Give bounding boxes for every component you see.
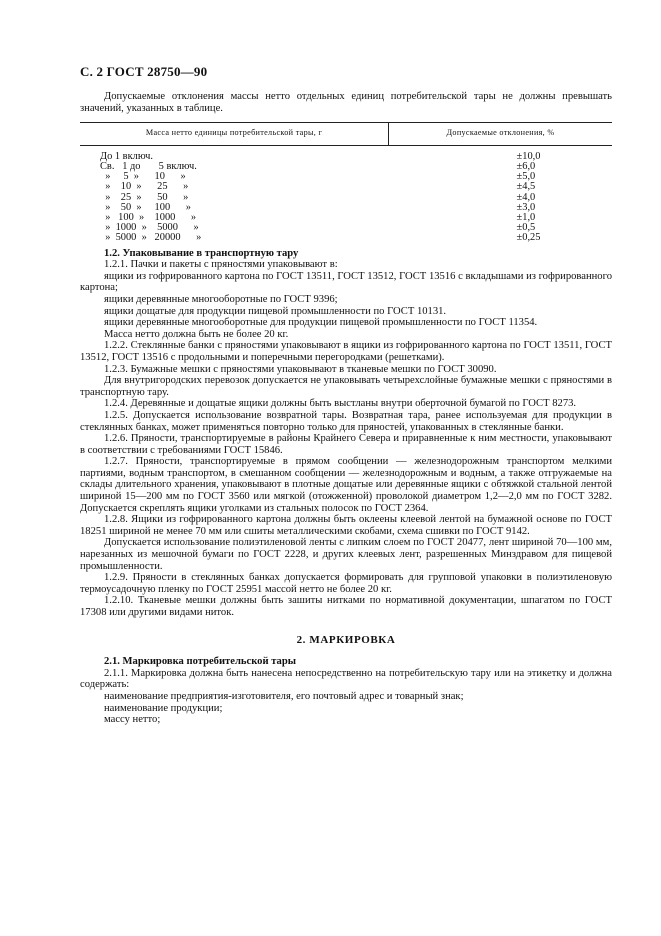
deviation-cell: ±0,25	[516, 232, 541, 244]
clause-1-2-10: 1.2.10. Тканевые мешки должны быть зашиты нитками по нормативной документации, шпагатом по ГОСТ 17308 или другими видами ниток.	[80, 595, 612, 619]
deviation-cell: ±4,0	[516, 191, 536, 203]
clause-1-2-4: 1.2.4. Деревянные и дощатые ящики должны быть выстланы внутри оберточной бумагой по ГОСТ 8273.	[104, 398, 577, 410]
mass-cell: » 10 » 25 »	[100, 181, 189, 193]
page-content	[80, 91, 612, 726]
clause-1-2-5: 1.2.5. Допускается использование возвратной тары. Возвратная тара, ранее используемая для продукции в стеклянных банках, может применяться повторно только для пряностей, упакованных в стеклянные банки.	[80, 409, 612, 433]
intro-paragraph: Допускаемые отклонения массы нетто отдельных единиц потребительской тары не должны превышать значений, указанных в таблице.	[80, 91, 612, 114]
mass-cell: » 100 » 1000 »	[100, 212, 197, 223]
clause-1-2-1: 1.2.1. Пачки и пакеты с пряностями упаковывают в:	[104, 259, 338, 271]
list-item: ящики из гофрированного картона по ГОСТ 13511, ГОСТ 13512, ГОСТ 13516 с вкладышами из гофрированного картона;	[80, 270, 612, 294]
col-header-mass: Масса нетто единицы потребительской тары, г	[80, 123, 389, 146]
list-item: ящики деревянные многооборотные для продукции пищевой промышленности по ГОСТ 11354.	[104, 317, 538, 329]
list-item: наименование продукции;	[104, 702, 223, 714]
table-row	[80, 233, 612, 243]
section-1-2-title: 1.2. Упаковывание в транспортную тару	[104, 247, 299, 259]
deviation-cell: ±5,0	[516, 171, 536, 183]
clause-2-1-1: 2.1.1. Маркировка должна быть нанесена непосредственно на потребительскую тару или на этикетку и должна содержать:	[80, 667, 612, 691]
mass-cell: Св. 1 до 5 включ.	[100, 160, 197, 172]
section-2-1-title: 2.1. Маркировка потребительской тары	[104, 656, 297, 668]
list-item: ящики деревянные многооборотные по ГОСТ 9396;	[104, 293, 338, 305]
clause-1-2-8-note: Допускается использование полиэтиленовой ленты с липким слоем по ГОСТ 20477, лент шириной 70—100 мм, нарезанных из мешочной бумаги по ГОСТ 2228, и других клеевых лент, разрешенных Минздравом для пищевой промышленности.	[80, 537, 612, 572]
list-item: Масса нетто должна быть не более 20 кг.	[104, 328, 289, 340]
deviation-cell: ±0,5	[516, 222, 536, 234]
tolerance-table	[80, 122, 612, 243]
clause-1-2-6: 1.2.6. Пряности, транспортируемые в районы Крайнего Севера и приравненные к ним местности, упаковывают в соответствии с требованиями ГОСТ 15846.	[80, 433, 612, 456]
col-header-deviation: Допускаемые отклонения, %	[389, 123, 612, 146]
clause-1-2-3-note: Для внутригородских перевозок допускается не упаковывать четырехслойные бумажные мешки с пряностями в транспортную тару.	[80, 375, 612, 398]
clause-1-2-3: 1.2.3. Бумажные мешки с пряностями упаковывают в тканевые мешки по ГОСТ 30090.	[104, 363, 497, 375]
deviation-cell: ±3,0	[516, 201, 536, 213]
mass-cell: » 5 » 10 »	[100, 171, 186, 183]
deviation-cell: ±10,0	[516, 150, 541, 162]
mass-cell: » 5000 » 20000 »	[100, 232, 202, 244]
list-item: массу нетто;	[104, 714, 161, 726]
mass-cell: До 1 включ.	[100, 150, 154, 162]
section-2-title: 2. МАРКИРОВКА	[296, 633, 396, 646]
deviation-cell: ±6,0	[516, 160, 536, 172]
clause-1-2-7: 1.2.7. Пряности, транспортируемые в прямом сообщении — железнодорожным транспортом мелкими партиями, водным транспортом, в смешанном сообщении — железнодорожным и водным, а также отгружаемые на склады длительного хранения, упаковывают в плотные дощатые или деревянные ящики с обтяжкой стальной лентой шириной 15—200 мм по ГОСТ 3560 или мягкой (отожженной) проволокой диаметром 1,2—2,0 мм по ГОСТ 3282. Допускается скреплять ящики уголками из стальных полосок по ГОСТ 2364.	[80, 456, 612, 514]
deviation-cell: ±4,5	[516, 181, 536, 193]
mass-cell: » 1000 » 5000 »	[100, 222, 199, 234]
list-item: наименование предприятия-изготовителя, его почтовый адрес и товарный знак;	[104, 690, 464, 702]
page-header: С. 2 ГОСТ 28750—90	[80, 64, 208, 79]
clause-1-2-8: 1.2.8. Ящики из гофрированного картона должны быть оклеены клеевой лентой на бумажной основе по ГОСТ 18251 шириной не менее 70 мм или сшиты металлическими скобами, схема сшивки по ГОСТ 9142.	[80, 514, 612, 537]
mass-cell: » 50 » 100 »	[100, 201, 191, 213]
mass-cell: » 25 » 50 »	[100, 191, 189, 203]
deviation-cell: ±1,0	[516, 212, 536, 223]
clause-1-2-2: 1.2.2. Стеклянные банки с пряностями упаковывают в ящики из гофрированного картона по ГОСТ 13511, ГОСТ 13512, ГОСТ 13516 с продольными и поперечными перегородками (решетками).	[80, 340, 612, 363]
list-item: ящики дощатые для продукции пищевой промышленности по ГОСТ 10131.	[104, 305, 447, 317]
table-row	[80, 145, 612, 162]
clause-1-2-9: 1.2.9. Пряности в стеклянных банках допускается формировать для групповой упаковки в полиэтиленовую термоусадочную пленку по ГОСТ 25951 массой нетто не более 20 кг.	[80, 572, 612, 595]
